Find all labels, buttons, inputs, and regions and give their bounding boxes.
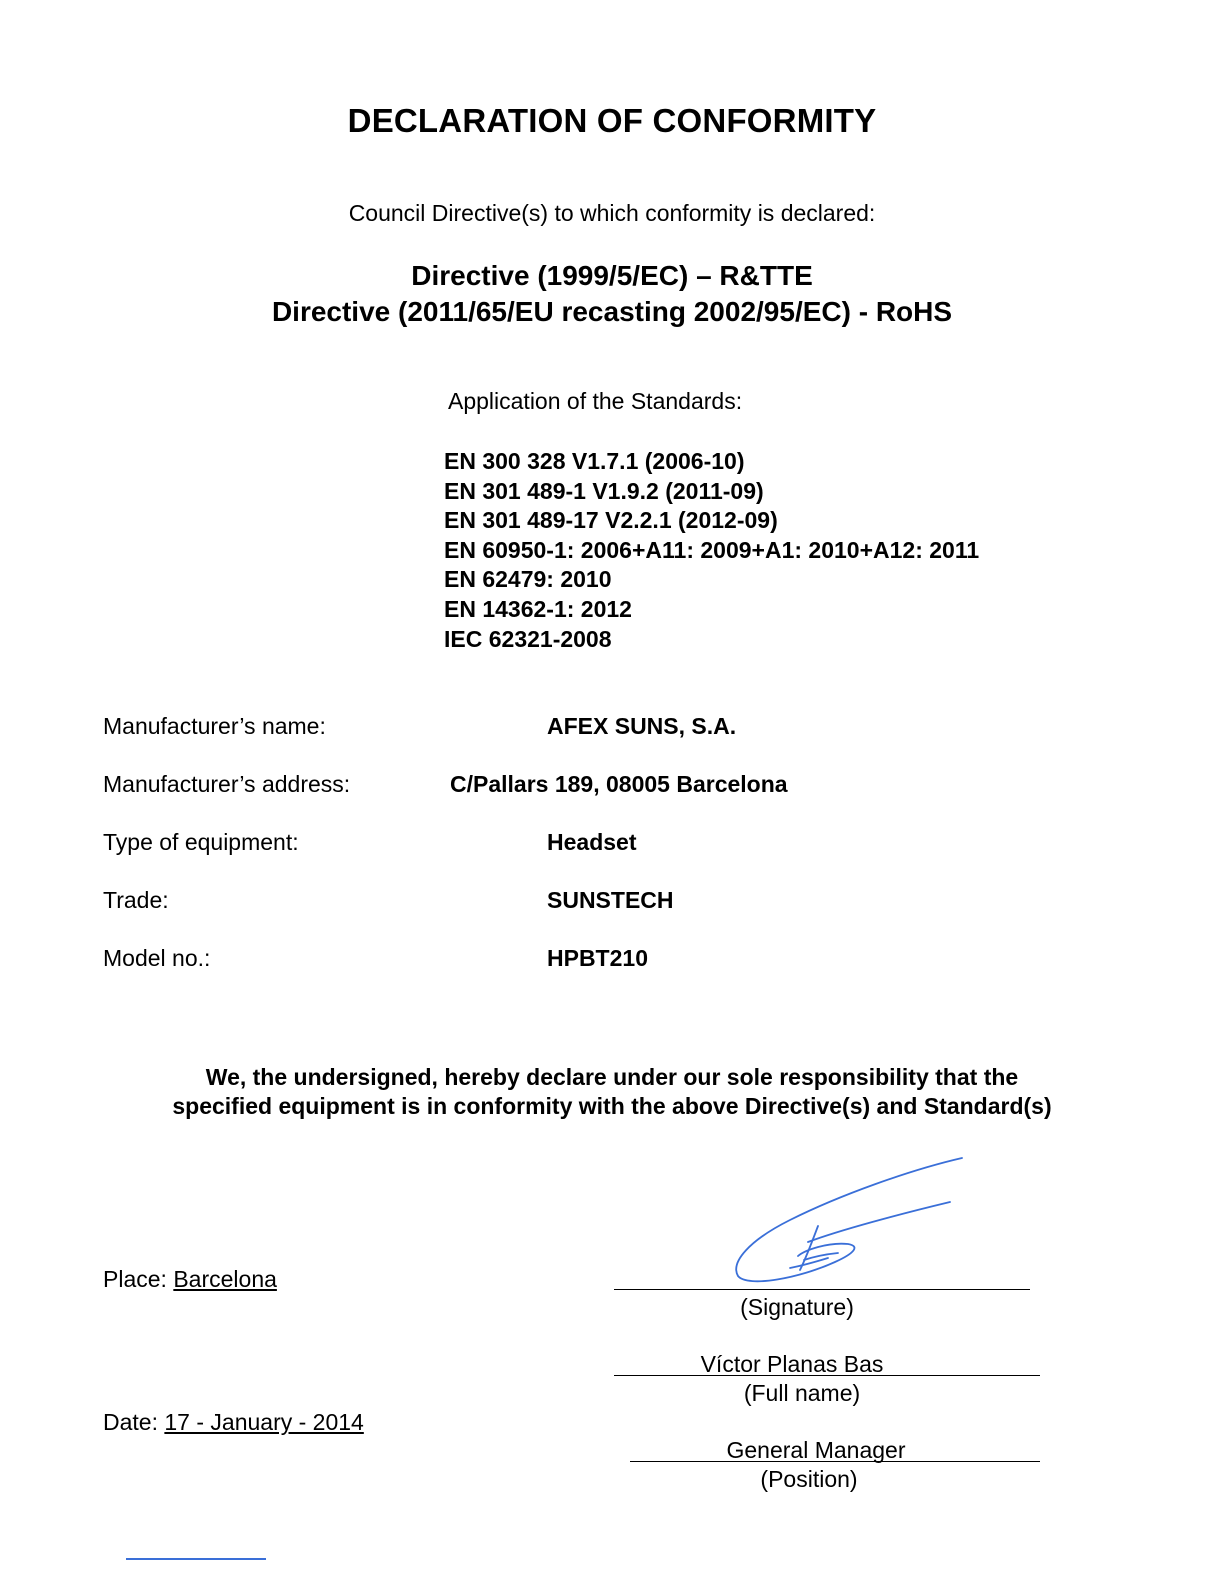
place-label: Place: [103, 1266, 167, 1292]
standard-item: IEC 62321-2008 [444, 625, 612, 652]
manufacturer-address-value: C/Pallars 189, 08005 Barcelona [450, 771, 788, 797]
standards-intro: Application of the Standards: [448, 388, 743, 414]
standard-item: EN 300 328 V1.7.1 (2006-10) [444, 448, 745, 474]
full-name-value: Víctor Planas Bas [700, 1351, 884, 1377]
standards-list [444, 447, 979, 654]
standard-item: EN 60950-1: 2006+A11: 2009+A1: 2010+A12: 2011 [444, 536, 980, 563]
standard-item: EN 301 489-1 V1.9.2 (2011-09) [444, 477, 764, 504]
place-field [103, 1266, 277, 1293]
directives-intro: Council Directive(s) to which conformity is declared: [348, 200, 876, 226]
manufacturer-address-label: Manufacturer’s address: [103, 771, 351, 797]
footer-rule [126, 1558, 266, 1560]
manufacturer-name-label: Manufacturer’s name: [103, 713, 326, 739]
standard-item: EN 62479: 2010 [444, 566, 612, 593]
date-value: 17 - January - 2014 [164, 1409, 364, 1435]
position-value: General Manager [726, 1437, 906, 1463]
date-field [103, 1409, 364, 1436]
position-caption: (Position) [760, 1466, 858, 1492]
position-line [630, 1461, 1040, 1462]
date-label: Date: [103, 1409, 158, 1435]
signature-caption: (Signature) [740, 1294, 854, 1320]
equipment-type-label: Type of equipment: [103, 829, 299, 855]
model-value: HPBT210 [547, 945, 648, 971]
trade-value: SUNSTECH [547, 887, 674, 913]
manufacturer-name-value: AFEX SUNS, S.A. [547, 713, 737, 739]
signature-line [614, 1289, 1030, 1290]
full-name-caption: (Full name) [743, 1380, 861, 1406]
declaration-line-2: specified equipment is in conformity with the above Directive(s) and Standard(s) [172, 1093, 1052, 1119]
handwritten-signature [720, 1150, 980, 1290]
place-value: Barcelona [173, 1266, 277, 1292]
declaration-line-1: We, the undersigned, hereby declare under our sole responsibility that the [205, 1064, 1019, 1090]
directive-rohs: Directive (2011/65/EU recasting 2002/95/EC) - RoHS [271, 296, 953, 327]
page-title: DECLARATION OF CONFORMITY [347, 102, 877, 139]
directive-rtte: Directive (1999/5/EC) – R&TTE [411, 260, 813, 291]
model-label: Model no.: [103, 945, 211, 971]
full-name-line [614, 1375, 1040, 1376]
standard-item: EN 14362-1: 2012 [444, 595, 632, 622]
standard-item: EN 301 489-17 V2.2.1 (2012-09) [444, 507, 778, 534]
equipment-type-value: Headset [547, 829, 637, 855]
trade-label: Trade: [103, 887, 169, 913]
